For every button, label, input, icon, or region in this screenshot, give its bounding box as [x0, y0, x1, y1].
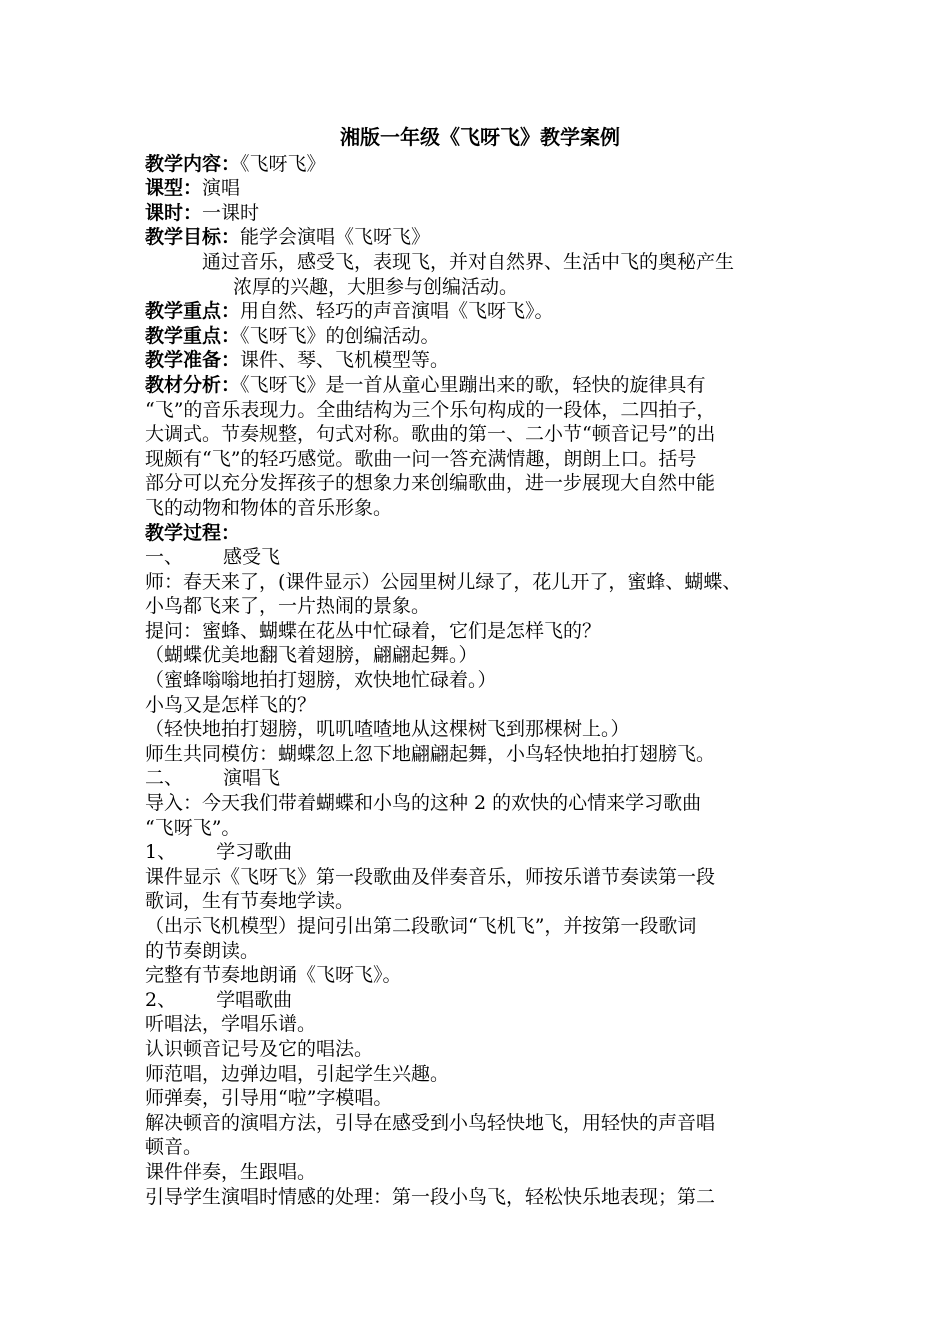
process-line: （出示飞机模型）提问引出第二段歌词“飞机飞”，并按第一段歌词	[145, 915, 697, 937]
process-line: 引导学生演唱时情感的处理：第一段小鸟飞，轻松快乐地表现；第二	[145, 1185, 716, 1208]
goal-continuation-2: 浓厚的兴趣，大胆参与创编活动。	[233, 275, 519, 298]
field-preparation: 教学准备：课件、琴、飞机模型等。	[145, 349, 450, 372]
process-line: 导入：今天我们带着蝴蝶和小鸟的这种 2 的欢快的心情来学习歌曲	[145, 792, 702, 815]
process-heading: 教学过程：	[145, 521, 241, 544]
section-heading: 二、 演唱飞	[145, 767, 281, 790]
process-line: （蝴蝶优美地翻飞着翅膀，翩翩起舞。）	[145, 644, 478, 667]
process-line: 小鸟又是怎样飞的？	[145, 693, 317, 716]
process-line: （蜜蜂嗡嗡地拍打翅膀，欢快地忙碌着。）	[145, 669, 497, 692]
goal-continuation-1: 通过音乐，感受飞，表现飞，并对自然界、生活中飞的奥秘产生	[202, 250, 735, 273]
subsection-heading: 2、 学唱歌曲	[145, 988, 293, 1011]
field-key-point: 教学重点：用自然、轻巧的声音演唱《飞呀飞》。	[145, 300, 554, 323]
process-line: 课件伴奏，生跟唱。	[145, 1160, 317, 1183]
process-line: 提问：蜜蜂、蝴蝶在花丛中忙碌着，它们是怎样飞的？	[145, 619, 602, 642]
process-line: 解决顿音的演唱方法，引导在感受到小鸟轻快地飞，用轻快的声音唱	[145, 1111, 716, 1134]
analysis-line: 现颇有“飞”的轻巧感觉。歌曲一问一答充满情趣，朗朗上口。括号	[145, 447, 697, 470]
field-duration: 课时：一课时	[145, 201, 260, 224]
subsection-heading: 1、 学习歌曲	[145, 841, 293, 864]
analysis-line: 教材分析：《飞呀飞》是一首从童心里蹦出来的歌，轻快的旋律具有	[145, 373, 706, 396]
analysis-line: “飞”的音乐表现力。全曲结构为三个乐句构成的一段体，二四拍子，	[145, 398, 716, 421]
process-line: 课件显示《飞呀飞》第一段歌曲及伴奏音乐，师按乐谱节奏读第一段	[145, 865, 716, 888]
process-line: 认识顿音记号及它的唱法。	[145, 1037, 374, 1060]
process-line: 师：春天来了，(课件显示）公园里树儿绿了，花儿开了，蜜蜂、蝴蝶、	[145, 570, 742, 593]
analysis-line: 部分可以充分发挥孩子的想象力来创编歌曲，进一步展现大自然中能	[145, 472, 716, 495]
section-heading: 一、 感受飞	[145, 546, 281, 569]
field-content: 教学内容：《飞呀飞》	[145, 152, 326, 175]
analysis-line: 飞的动物和物体的音乐形象。	[145, 496, 393, 519]
process-line: （轻快地拍打翅膀，叽叽喳喳地从这棵树飞到那棵树上。）	[145, 718, 630, 741]
field-goal: 教学目标：能学会演唱《飞呀飞》	[145, 226, 431, 249]
process-line: 的节奏朗读。	[145, 939, 260, 962]
document-title: 湘版一年级《飞呀飞》教学案例	[340, 125, 620, 149]
process-line: 师范唱，边弹边唱，引起学生兴趣。	[145, 1062, 450, 1085]
process-line: 师弹奏，引导用“啦”字模唱。	[145, 1087, 393, 1110]
process-line: 顿音。	[145, 1136, 203, 1159]
process-line: 听唱法，学唱乐谱。	[145, 1013, 317, 1036]
analysis-line: 大调式。节奏规整，句式对称。歌曲的第一、二小节“顿音记号”的出	[145, 423, 716, 446]
process-line: “飞呀飞”。	[145, 816, 241, 839]
field-key-point-2: 教学重点：《飞呀飞》的创编活动。	[145, 324, 440, 347]
process-line: 小鸟都飞来了，一片热闹的景象。	[145, 595, 431, 618]
process-line: 歌词，生有节奏地学读。	[145, 890, 355, 913]
field-type: 课型：演唱	[145, 177, 241, 200]
document-page	[145, 125, 815, 1209]
process-line: 完整有节奏地朗诵《飞呀飞》。	[145, 964, 402, 987]
process-line: 师生共同模仿：蝴蝶忽上忽下地翩翩起舞，小鸟轻快地拍打翅膀飞。	[145, 742, 716, 765]
